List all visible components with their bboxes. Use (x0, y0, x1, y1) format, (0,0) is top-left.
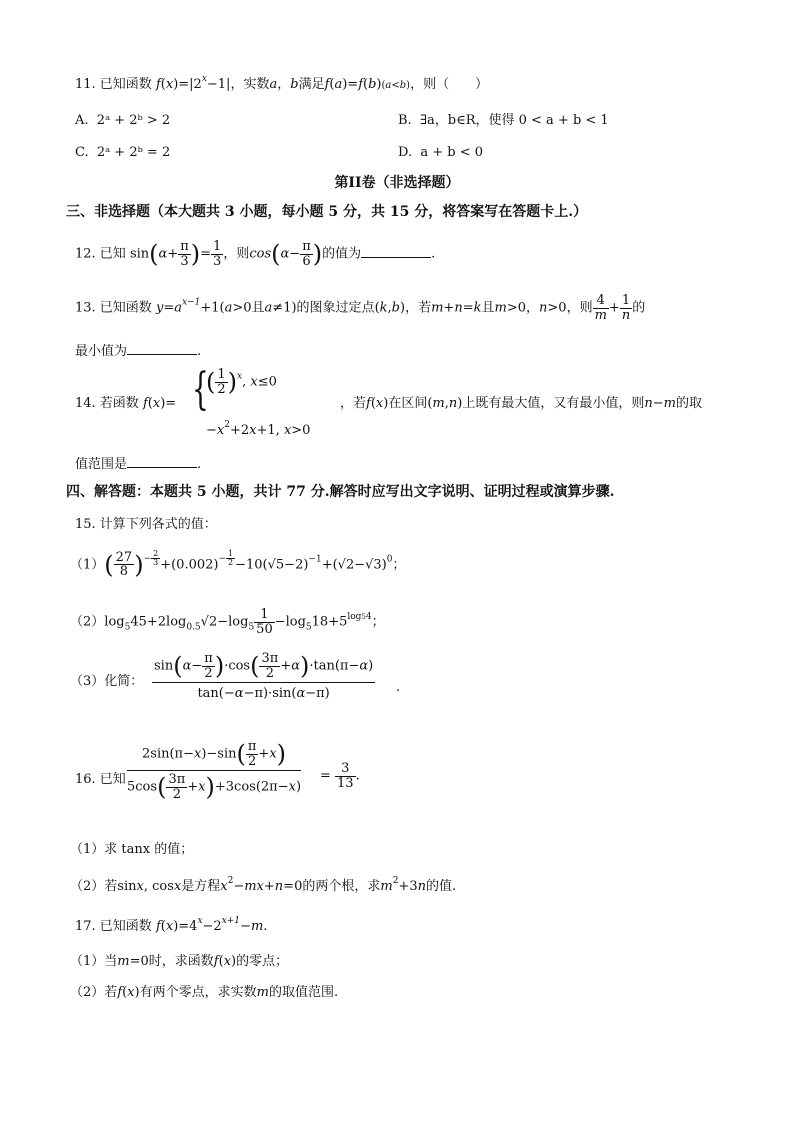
q14-text2: ，若 (340, 396, 367, 411)
q12-tail: 的值为 (322, 246, 362, 262)
q17-p2-a: （2）若 (70, 985, 118, 1000)
q14-line2 (75, 455, 201, 473)
q13-end: . (197, 344, 202, 359)
q15-p2-label: （2） (70, 614, 105, 630)
q13-text6: ，则 (566, 300, 593, 316)
q14-case2: $-x^2+2x+1$, x>0 (206, 420, 311, 438)
q17-p1-c: 的零点； (236, 954, 289, 969)
q13-text3: ，若 (405, 300, 432, 316)
option-d-label: D. (398, 145, 413, 160)
q16-p2-c: 的两个根，求 (302, 879, 381, 894)
q13-text4: 且 (481, 300, 495, 316)
q13-label: 13. 已知函数 (75, 300, 152, 316)
q11-label: 11. 已知函数 (75, 77, 152, 92)
q17-p2-c: 的取值范围. (268, 985, 339, 1000)
q14-label-block: 14. 若函数 f(x)= (75, 396, 177, 411)
q11-cond: 满足 (298, 77, 325, 92)
option-b-expr: ∃a，b∈R，使得 0 < a + b < 1 (419, 113, 609, 128)
q13-text5: ， (526, 300, 540, 316)
q12-stem: 12. 已知 sin(α+ $\frac{\pi}{3}$ )= $\frac{1}{3}$ ，则cos(α− $\frac{\pi}{6}$ )的值为 . (75, 239, 436, 269)
q15-label: 15. 计算下列各式的值： (75, 517, 217, 532)
q11-var-b: b (290, 77, 299, 92)
q11-sep: ， (277, 77, 291, 92)
q12-then: ，则 (223, 246, 250, 262)
q11-stem: 11. 已知函数 $f(x)=|2^x-1|$，实数a，b满足f(a)=f(b)(a<b)，则（ ） (75, 74, 489, 92)
q14-piecewise (192, 364, 332, 440)
q11-then: ，则（ ） (410, 77, 489, 92)
q16-fraction: 2sin(π−x)−sin( $\frac{\pi}{2}$ +x) 5cos( $\frac{3\pi}{2}$ +x)+3cos(2π−x) (127, 739, 302, 802)
q13-answer-blank[interactable] (127, 342, 197, 355)
q13-cond: 且 (251, 300, 265, 316)
q17-part1: （1）当m=0时，求函数f(x)的零点； (70, 954, 289, 969)
q11-func: f (155, 77, 161, 92)
q16-rhs: = $\frac{3}{13}$ . (320, 761, 360, 791)
part2-title: 第II卷（非选择题） (334, 175, 460, 191)
q12-label: 12. 已知 (75, 246, 126, 262)
q11-option-c[interactable] (75, 145, 170, 161)
q15-p2-end: ； (371, 614, 385, 630)
q17-p2-b: 有两个零点，求实数 (139, 985, 257, 1000)
q14-line2-text: 值范围是 (75, 457, 128, 472)
q16-end: . (355, 768, 360, 784)
q14-text3: 在区间 (388, 396, 428, 411)
q14-case1: ( $\frac{1}{2}$ )$^x$, x≤0 (206, 367, 277, 397)
q16-p2-b: 是方程 (181, 879, 221, 894)
q17-stem: 17. 已知函数 $f(x)=4^x-2^{x+1}-m$. (75, 916, 268, 934)
option-b-label: B. (398, 113, 412, 128)
q11-mid: ，实数 (230, 77, 270, 92)
q15-p1-label: （1） (70, 557, 105, 573)
q14-label: 14. 若函数 (75, 396, 139, 411)
q13-line2 (75, 342, 201, 360)
q15-part3-label (70, 674, 143, 690)
q14-brace: { (192, 364, 209, 415)
q14-end: . (197, 457, 202, 472)
section3-title: 三、非选择题（本大题共 3 小题，每小题 5 分，共 15 分，将答案写在答题卡上.） (66, 204, 588, 220)
q16-label: 16. 已知 (75, 772, 126, 787)
option-d-expr: a + b < 0 (420, 145, 484, 160)
option-a-label: A. (75, 113, 89, 128)
q17-p1-a: （1）当 (70, 954, 118, 969)
q11-option-a[interactable] (75, 113, 170, 129)
q17-part2: （2）若f(x)有两个零点，求实数m的取值范围. (70, 985, 339, 1000)
q15-p3-label: （3）化简： (70, 674, 144, 689)
q14-stem: ，若f(x)在区间(m,n)上既有最大值，又有最小值，则n−m的取 (340, 396, 702, 411)
q16-p2-d: 的值. (425, 879, 457, 894)
section4-title: 四、解答题：本题共 5 小题，共计 77 分.解答时应写出文字说明、证明过程或演算步骤. (66, 484, 615, 500)
q15-p1-end: ； (392, 557, 406, 573)
q12-answer-blank[interactable] (361, 245, 431, 258)
q15-part3-fraction: sin(α− $\frac{\pi}{2}$ )·cos( $\frac{3\pi}{2}$ +α)·tan(π−α) tan(−α−π)·sin(α−π) (154, 651, 374, 702)
q17-p1-b: 时，求函数 (148, 954, 214, 969)
q17-label: 17. 已知函数 (75, 919, 152, 934)
q13-text7: 的 (632, 300, 646, 316)
option-c-expr: 2ᵃ + 2ᵇ = 2 (96, 145, 171, 160)
q15-part1: （1）( $\frac{27}{8}$ )$^{- \frac{2}{3}}$ $+(0.002)^{- \frac{1}{2}}$ $-10(√5-2)^{-1}+(√2-√3)^0$； (70, 549, 406, 580)
q15-p3-end: . (396, 680, 401, 695)
q16-p2-a: （2）若 (70, 879, 118, 894)
q16-part2: （2）若sinx, cosx是方程$x^2-mx+n=0$的两个根，求$m^2+3n$的值. (70, 876, 457, 894)
q11-option-b[interactable] (398, 113, 609, 129)
q11-var-a: a (269, 77, 278, 92)
q14-answer-blank[interactable] (127, 455, 197, 468)
option-a-expr: 2ᵃ + 2ᵇ > 2 (96, 113, 171, 128)
q12-end: . (431, 246, 436, 262)
q16-part1: （1）求 tanx 的值； (70, 842, 194, 857)
q14-text4: 上既有最大值，又有最小值，则 (462, 396, 645, 411)
q14-text5: 的取 (675, 396, 702, 411)
q13-line2-text: 最小值为 (75, 344, 128, 359)
q13-stem: 13. 已知函数 $y=a^{x-1}+1(a>0$且a≠1)的图象过定点(k,b)，若m+n=k且m>0，n>0，则 $\frac{4}{m}$ + $\frac{1}{n}$ 的 (75, 293, 646, 323)
q15-part2: $(2)\log_545+2\log_{0.5}√2-\log_5$ $\frac{1}{50}$ $-\log_518+5^{log54}$； (70, 607, 385, 637)
q17-end: . (263, 919, 268, 934)
q11-option-d[interactable] (398, 145, 483, 161)
q13-text2: 的图象过定点 (296, 300, 375, 316)
option-c-label: C. (75, 145, 89, 160)
